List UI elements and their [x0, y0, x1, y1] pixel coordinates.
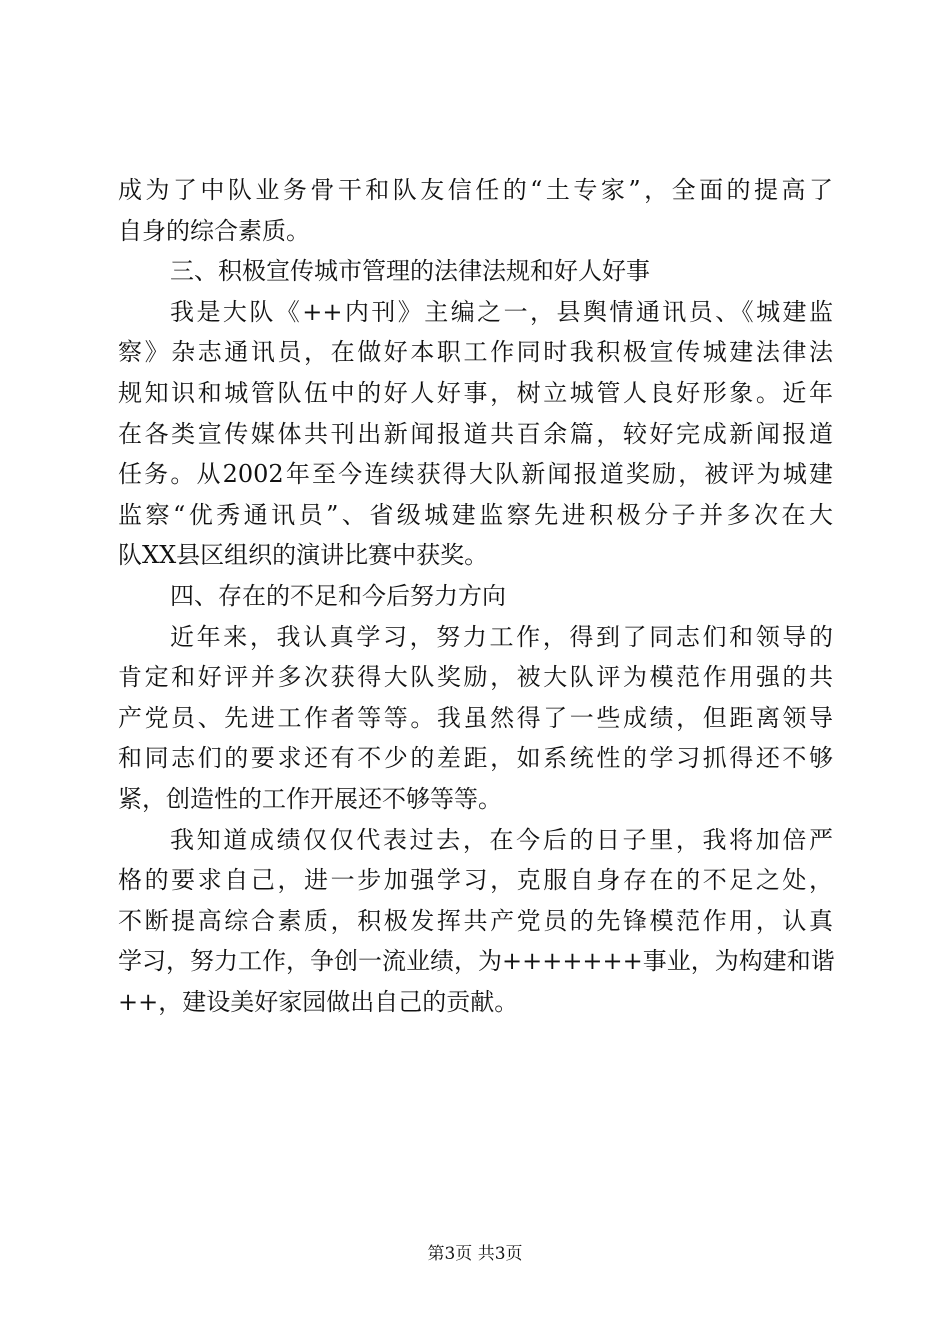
text-line: 近年来，我认真学习，努力工作，得到了同志们和领导的 — [170, 622, 833, 651]
section-heading: 三、积极宣传城市管理的法律法规和好人好事 — [170, 257, 650, 286]
text-line: 监察“优秀通讯员”、省级城建监察先进积极分子并多次在大 — [118, 500, 833, 529]
page-number-footer: 第3页 共3页 — [427, 1244, 523, 1264]
text-line: 紧，创造性的工作开展还不够等等。 — [118, 784, 502, 813]
text-line: 格的要求自己，进一步加强学习，克服自身存在的不足之处， — [118, 866, 833, 895]
text-line: 成为了中队业务骨干和队友信任的“土专家”，全面的提高了 — [118, 176, 833, 204]
text-line: 自身的综合素质。 — [118, 216, 310, 245]
text-line: 肯定和好评并多次获得大队奖励，被大队评为模范作用强的共 — [118, 663, 833, 692]
document-body — [118, 170, 833, 1022]
text-line: 学习，努力工作，争创一流业绩，为+++++++事业，为构建和谐 — [118, 947, 835, 976]
text-line: 产党员、先进工作者等等。我虽然得了一些成绩，但距离领导 — [118, 703, 833, 732]
text-line: ++，建设美好家园做出自己的贡献。 — [118, 987, 519, 1016]
text-line: 队XX县区组织的演讲比赛中获奖。 — [118, 541, 489, 570]
text-line: 任务。从2002年至今连续获得大队新闻报道奖励，被评为城建 — [118, 460, 833, 489]
text-line: 察》杂志通讯员，在做好本职工作同时我积极宣传城建法律法 — [118, 338, 833, 367]
text-line: 我是大队《++内刊》主编之一，县舆情通讯员、《城建监 — [170, 297, 833, 326]
text-line: 不断提高综合素质，积极发挥共产党员的先锋模范作用，认真 — [118, 906, 833, 935]
text-line: 在各类宣传媒体共刊出新闻报道共百余篇，较好完成新闻报道 — [118, 419, 833, 448]
section-heading: 四、存在的不足和今后努力方向 — [170, 581, 506, 610]
text-line: 规知识和城管队伍中的好人好事，树立城管人良好形象。近年 — [118, 378, 833, 407]
text-line: 和同志们的要求还有不少的差距，如系统性的学习抓得还不够 — [118, 744, 833, 773]
text-line: 我知道成绩仅仅代表过去，在今后的日子里，我将加倍严 — [170, 825, 833, 854]
